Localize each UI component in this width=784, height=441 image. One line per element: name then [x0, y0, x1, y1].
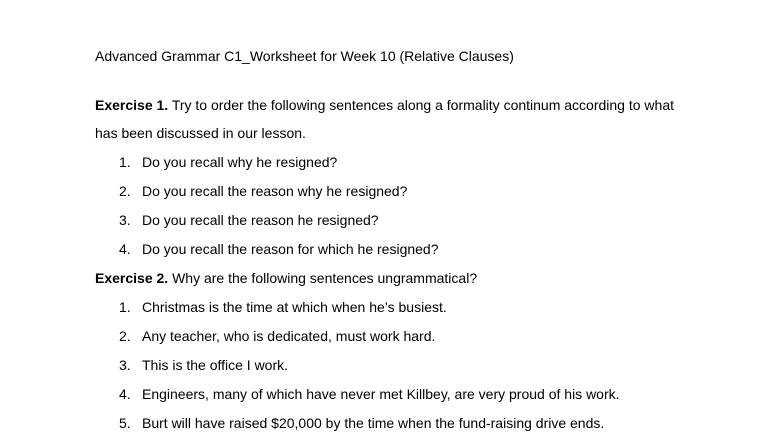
- item-number: 3.: [119, 357, 131, 373]
- exercise-1-instruction-line-1: Try to order the following sentences along a formality continum according to what: [171, 97, 674, 113]
- exercise-2-heading: [95, 269, 477, 287]
- exercise-1-item: [119, 211, 379, 229]
- exercise-2-item: [119, 327, 435, 345]
- item-number: 1.: [119, 154, 131, 170]
- item-text: Burt will have raised $20,000 by the time when the fund-raising drive ends.: [142, 415, 605, 431]
- item-number: 2.: [119, 328, 131, 344]
- exercise-1-item: [119, 182, 407, 200]
- item-text: Any teacher, who is dedicated, must work hard.: [142, 328, 436, 344]
- item-text: This is the office I work.: [142, 357, 289, 373]
- exercise-1-item: [119, 153, 337, 171]
- item-number: 3.: [119, 212, 131, 228]
- exercise-2-label: Exercise 2.: [95, 270, 169, 286]
- exercise-2-instruction: Why are the following sentences ungrammatical?: [172, 270, 478, 286]
- exercise-1-label: Exercise 1.: [95, 97, 169, 113]
- exercise-1-instruction-line-2: has been discussed in our lesson.: [95, 125, 306, 141]
- exercise-1-item: [119, 240, 439, 258]
- document-title: Advanced Grammar C1_Worksheet for Week 10 (Relative Clauses): [95, 48, 514, 64]
- item-number: 1.: [119, 299, 131, 315]
- exercise-2-item: [119, 385, 620, 403]
- item-text: Christmas is the time at which when he’s busiest.: [142, 299, 447, 315]
- item-number: 2.: [119, 183, 131, 199]
- exercise-1-heading: [95, 96, 674, 114]
- item-text: Do you recall the reason why he resigned?: [142, 183, 408, 199]
- item-number: 4.: [119, 386, 131, 402]
- item-number: 5.: [119, 415, 131, 431]
- exercise-2-item: [119, 298, 447, 316]
- exercise-2-item: [119, 356, 288, 374]
- item-text: Engineers, many of which have never met Killbey, are very proud of his work.: [142, 386, 620, 402]
- item-text: Do you recall why he resigned?: [142, 154, 338, 170]
- item-text: Do you recall the reason he resigned?: [142, 212, 379, 228]
- item-text: Do you recall the reason for which he resigned?: [142, 241, 439, 257]
- exercise-2-item: [119, 414, 604, 432]
- item-number: 4.: [119, 241, 131, 257]
